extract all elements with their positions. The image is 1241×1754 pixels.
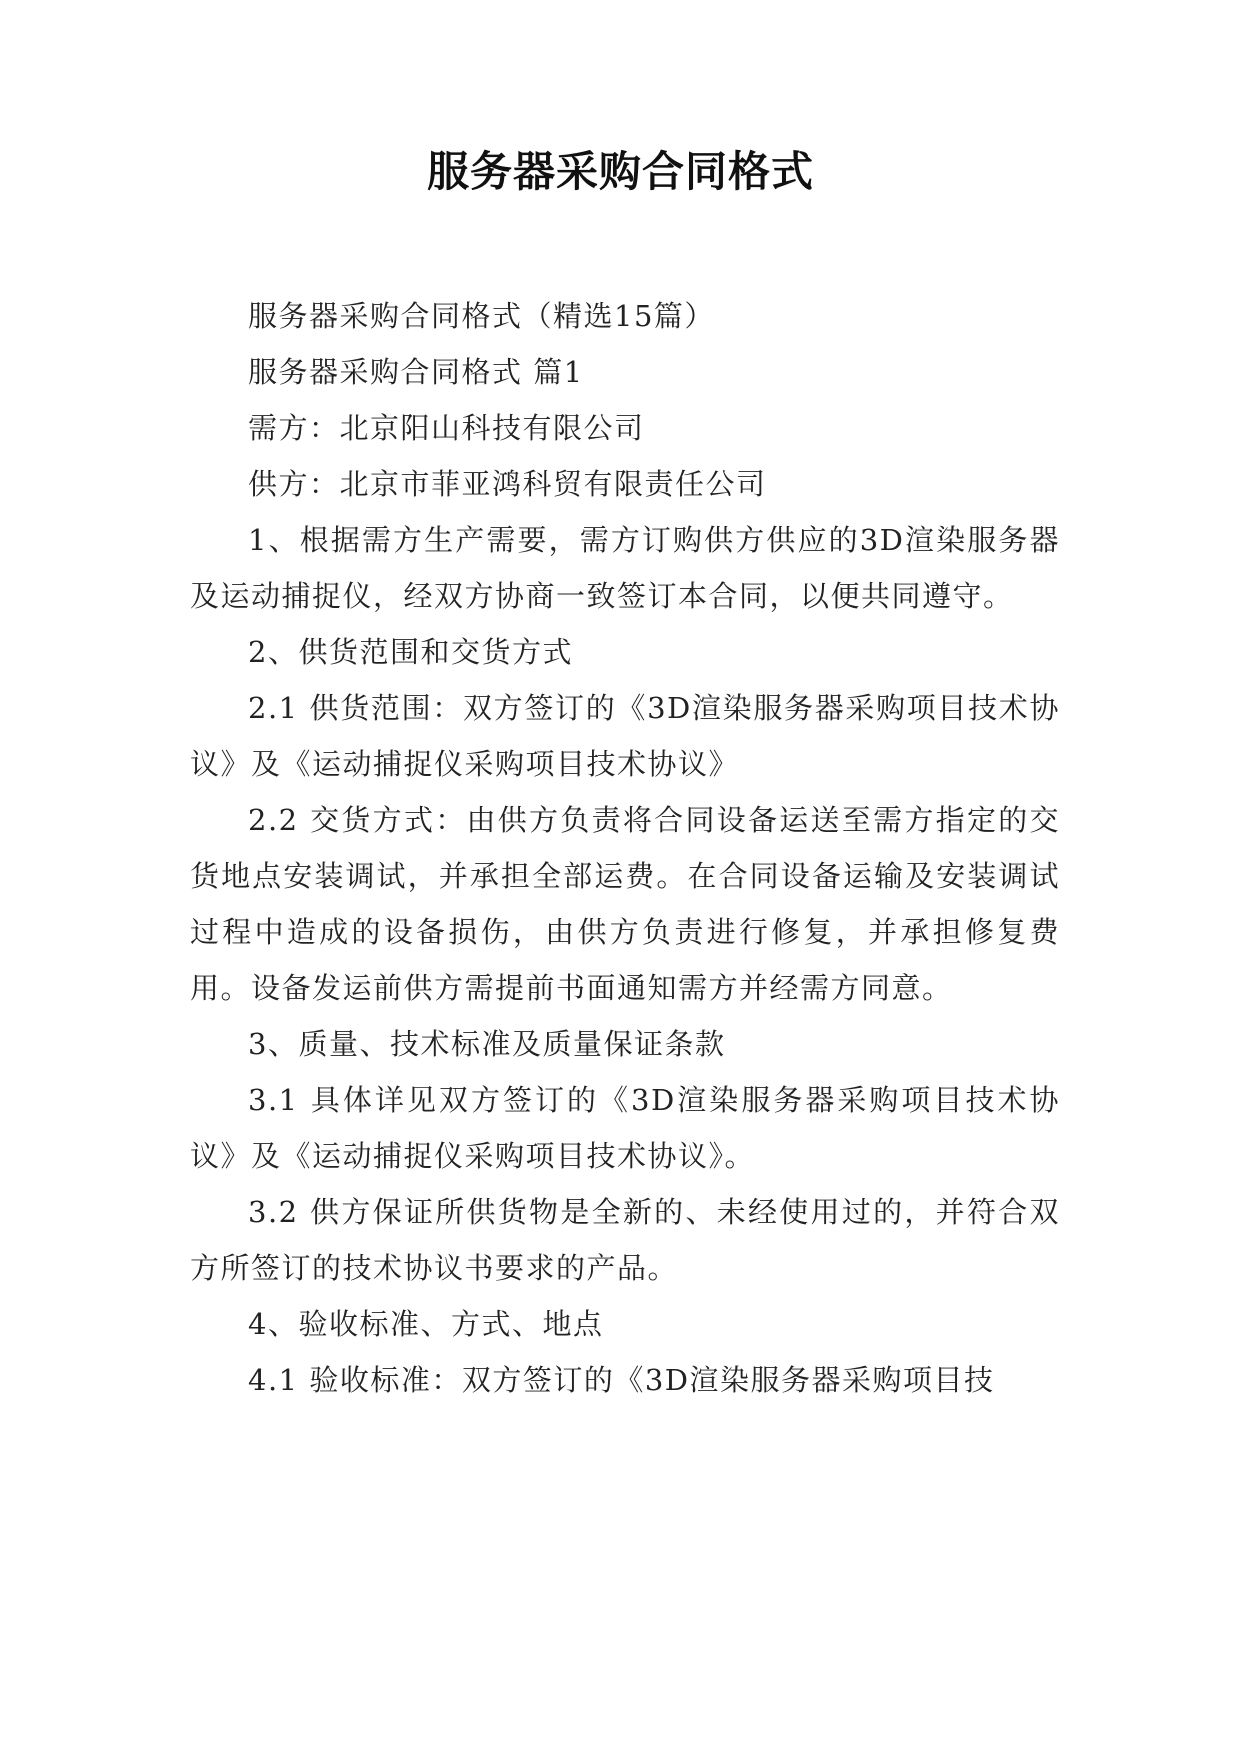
paragraph-supplier: 供方：北京市菲亚鸿科贸有限责任公司: [248, 467, 767, 501]
paragraph-clause-3-1: 3.1 具体详见双方签订的《3D渲染服务器采购项目技术协议》及《运动捕捉仪采购项目技术协议》。: [190, 1083, 1060, 1173]
paragraph-clause-4-1: 4.1 验收标准：双方签订的《3D渲染服务器采购项目技: [248, 1363, 995, 1397]
paragraph-clause-2-1: 2.1 供货范围：双方签订的《3D渲染服务器采购项目技术协议》及《运动捕捉仪采购项目技术协议》: [190, 691, 1060, 781]
paragraph-section-heading: 服务器采购合同格式 篇1: [248, 355, 584, 389]
paragraph-clause-1: 1、根据需方生产需要，需方订购供方供应的3D渲染服务器及运动捕捉仪，经双方协商一致签订本合同，以便共同遵守。: [190, 523, 1060, 613]
paragraph-clause-4: 4、验收标准、方式、地点: [248, 1307, 604, 1341]
paragraph-subtitle: 服务器采购合同格式（精选15篇）: [248, 299, 715, 333]
document-body: [190, 288, 1060, 1408]
paragraph-buyer: 需方：北京阳山科技有限公司: [248, 411, 645, 445]
paragraph-clause-3-2: 3.2 供方保证所供货物是全新的、未经使用过的，并符合双方所签订的技术协议书要求的产品。: [190, 1195, 1060, 1285]
paragraph-clause-3: 3、质量、技术标准及质量保证条款: [248, 1027, 726, 1061]
document-title: 服务器采购合同格式: [426, 147, 814, 196]
paragraph-clause-2-2: 2.2 交货方式：由供方负责将合同设备运送至需方指定的交货地点安装调试，并承担全部运费。在合同设备运输及安装调试过程中造成的设备损伤，由供方负责进行修复，并承担修复费用。设备发运前供方需提前书面通知需方并经需方同意。: [190, 803, 1060, 1005]
paragraph-clause-2: 2、供货范围和交货方式: [248, 635, 573, 669]
